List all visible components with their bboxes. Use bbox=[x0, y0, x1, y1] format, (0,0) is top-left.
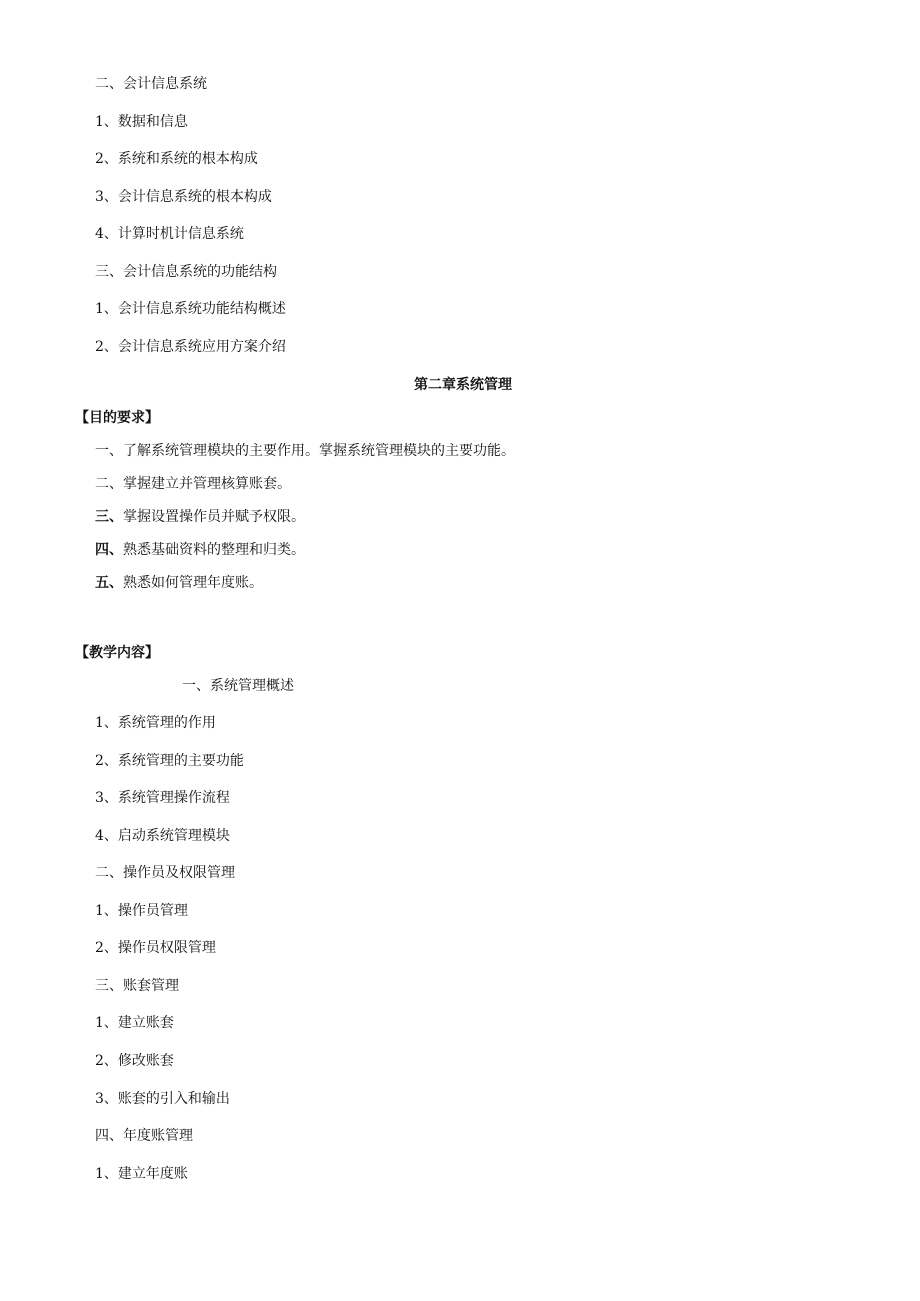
content-heading: 【教学内容】 bbox=[75, 645, 159, 661]
list-item: 1、建立账套 bbox=[95, 1015, 174, 1031]
list-item: 2、会计信息系统应用方案介绍 bbox=[95, 339, 286, 355]
objective-text: 熟悉如何管理年度账。 bbox=[123, 575, 263, 591]
list-item: 1、建立年度账 bbox=[95, 1166, 188, 1182]
list-item: 2、系统管理的主要功能 bbox=[95, 753, 244, 769]
section-heading-system-overview: 一、系统管理概述 bbox=[182, 678, 294, 694]
section-heading-function-structure: 三、会计信息系统的功能结构 bbox=[95, 264, 277, 280]
section-heading-operators: 二、操作员及权限管理 bbox=[95, 865, 235, 881]
objective-number: 四、 bbox=[95, 542, 123, 558]
list-item: 4、计算时机计信息系统 bbox=[95, 226, 244, 242]
list-item: 1、数据和信息 bbox=[95, 114, 188, 130]
objective-number: 五、 bbox=[95, 575, 123, 591]
objective-number: 二、 bbox=[95, 476, 123, 492]
objective-text: 熟悉基础资料的整理和归类。 bbox=[123, 542, 305, 558]
list-item: 1、系统管理的作用 bbox=[95, 715, 216, 731]
list-item: 3、会计信息系统的根本构成 bbox=[95, 189, 272, 205]
list-item: 2、修改账套 bbox=[95, 1053, 174, 1069]
objective-item bbox=[95, 541, 305, 559]
list-item: 3、系统管理操作流程 bbox=[95, 790, 230, 806]
list-item: 3、账套的引入和输出 bbox=[95, 1091, 230, 1107]
objective-text: 掌握设置操作员并赋予权限。 bbox=[123, 509, 305, 525]
list-item: 2、系统和系统的根本构成 bbox=[95, 151, 258, 167]
objective-item bbox=[95, 508, 305, 526]
objective-text: 掌握建立并管理核算账套。 bbox=[123, 476, 291, 492]
list-item: 1、会计信息系统功能结构概述 bbox=[95, 301, 286, 317]
chapter-title: 第二章系统管理 bbox=[414, 377, 512, 393]
objective-item bbox=[95, 475, 291, 493]
section-heading-accounting-info-system: 二、会计信息系统 bbox=[95, 76, 207, 92]
objectives-heading: 【目的要求】 bbox=[75, 410, 159, 426]
list-item: 2、操作员权限管理 bbox=[95, 940, 216, 956]
objective-item bbox=[95, 442, 515, 460]
list-item: 4、启动系统管理模块 bbox=[95, 828, 230, 844]
objective-number: 一、 bbox=[95, 443, 123, 459]
objective-item bbox=[95, 574, 263, 592]
section-heading-yearly-accounts: 四、年度账管理 bbox=[95, 1128, 193, 1144]
section-heading-accounts: 三、账套管理 bbox=[95, 978, 179, 994]
objective-text: 了解系统管理模块的主要作用。掌握系统管理模块的主要功能。 bbox=[123, 443, 515, 459]
objective-number: 三、 bbox=[95, 509, 123, 525]
list-item: 1、操作员管理 bbox=[95, 903, 188, 919]
